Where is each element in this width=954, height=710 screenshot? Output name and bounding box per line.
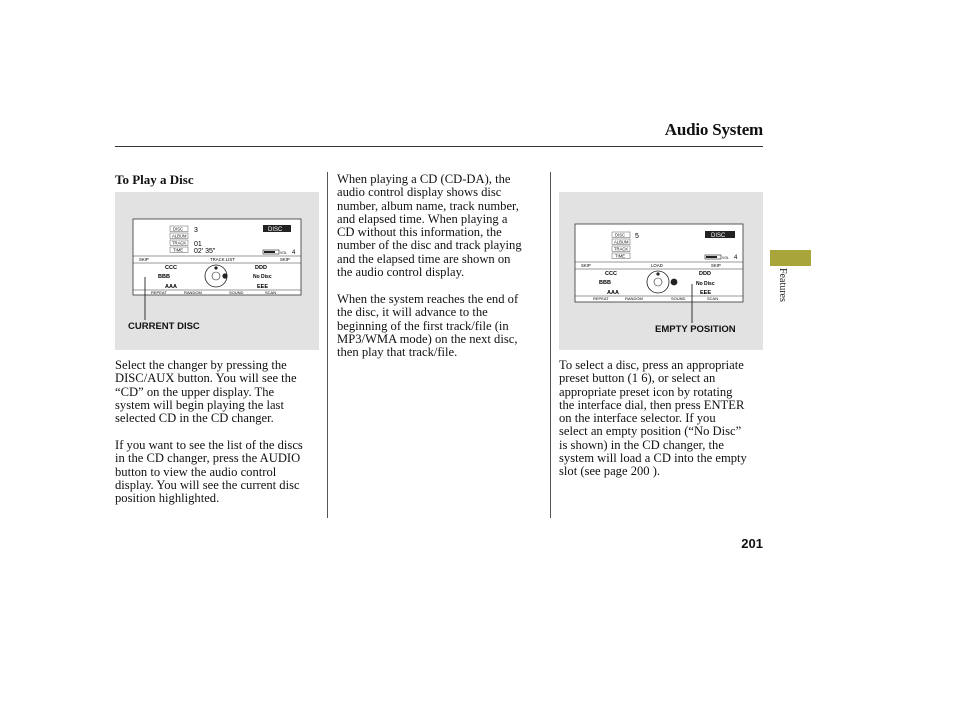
sound-label: SOUND [671,296,686,301]
label-time: TIME [615,253,626,259]
label-track: TRACK [614,246,629,252]
label-track: TRACK [172,240,187,246]
disc-value: 3 [194,227,198,234]
random-label: RANDOM [184,290,202,295]
left-paragraph-2: If you want to see the list of the discs in the CD changer, press the AUDIO button to view the audio control display. You will see the current disc position highlighted. [115,438,303,506]
current-disc-figure [115,192,319,350]
time-value: 02' 35" [194,248,216,255]
section-tab-label: Features [777,268,788,302]
sound-label: SOUND [229,290,244,295]
track-list-label: TRACK LIST [210,257,235,262]
page-number: 201 [741,536,763,551]
scan-label: SCAN [265,290,277,295]
vol-value: 4 [292,250,296,256]
preset-2: DDD [699,271,711,277]
vol-value: 4 [734,255,738,261]
vol-label: VOL [280,251,288,255]
random-label: RANDOM [625,296,643,301]
figure-caption: CURRENT DISC [128,321,200,332]
right-paragraph-1: To select a disc, press an appropriate preset button (1 6), or select an appropriate preset icon by rotating the interface dial, then press ENTER on the interface selector. If you select an empty position (“No Disc” is shown) in the CD changer, the system will load a CD into the empty slot (see page 200 ). [559,358,747,479]
skip-left-label: SKIP [581,263,591,268]
vol-label: VOL [722,256,730,260]
figure-caption: EMPTY POSITION [655,324,736,335]
preset-1: CCC [605,271,617,277]
preset-3: BBB [599,280,611,286]
scan-label: SCAN [707,296,719,301]
load-label: LOAD [651,263,663,268]
label-album: ALBUM [172,233,187,239]
left-paragraph-1: Select the changer by pressing the DISC/AUX button. You will see the “CD” on the upper display. The system will begin playing the last selected CD in the CD changer. [115,358,297,426]
label-time: TIME [173,247,184,253]
preset-1: CCC [165,265,177,271]
skip-left-label: SKIP [139,257,149,262]
repeat-label: REPEAT [593,296,609,301]
disc-value: 5 [635,233,639,240]
skip-right-label: SKIP [280,257,290,262]
empty-position-figure [559,192,763,350]
mode-badge: DISC [711,233,726,239]
preset-4: No Disc [253,274,272,280]
column-divider-1 [327,172,328,518]
header-rule [115,146,763,147]
track-value: 01 [194,241,202,248]
mode-badge: DISC [268,227,283,233]
page-title: Audio System [664,120,763,139]
section-heading: To Play a Disc [115,172,194,187]
preset-5: AAA [165,284,177,290]
label-disc: DISC [615,232,626,238]
middle-paragraph-1: When playing a CD (CD-DA), the audio control display shows disc number, album name, track number, and elapsed time. When playing a CD without this information, the number of the disc and track playing and the elapsed time are shown on the audio control display. [337,172,522,280]
preset-4: No Disc [696,281,715,287]
preset-6: EEE [257,284,269,290]
preset-5: AAA [607,290,619,296]
section-tab [770,250,811,266]
repeat-label: REPEAT [151,290,167,295]
preset-3: BBB [158,274,170,280]
label-disc: DISC [173,226,184,232]
skip-right-label: SKIP [711,263,721,268]
column-divider-2 [550,172,551,518]
label-album: ALBUM [614,239,629,245]
middle-paragraph-2: When the system reaches the end of the disc, it will advance to the beginning of the first track/file (in MP3/WMA mode) on the next disc, then play that track/file. [337,292,519,360]
preset-2: DDD [255,265,267,271]
preset-6: EEE [700,290,712,296]
